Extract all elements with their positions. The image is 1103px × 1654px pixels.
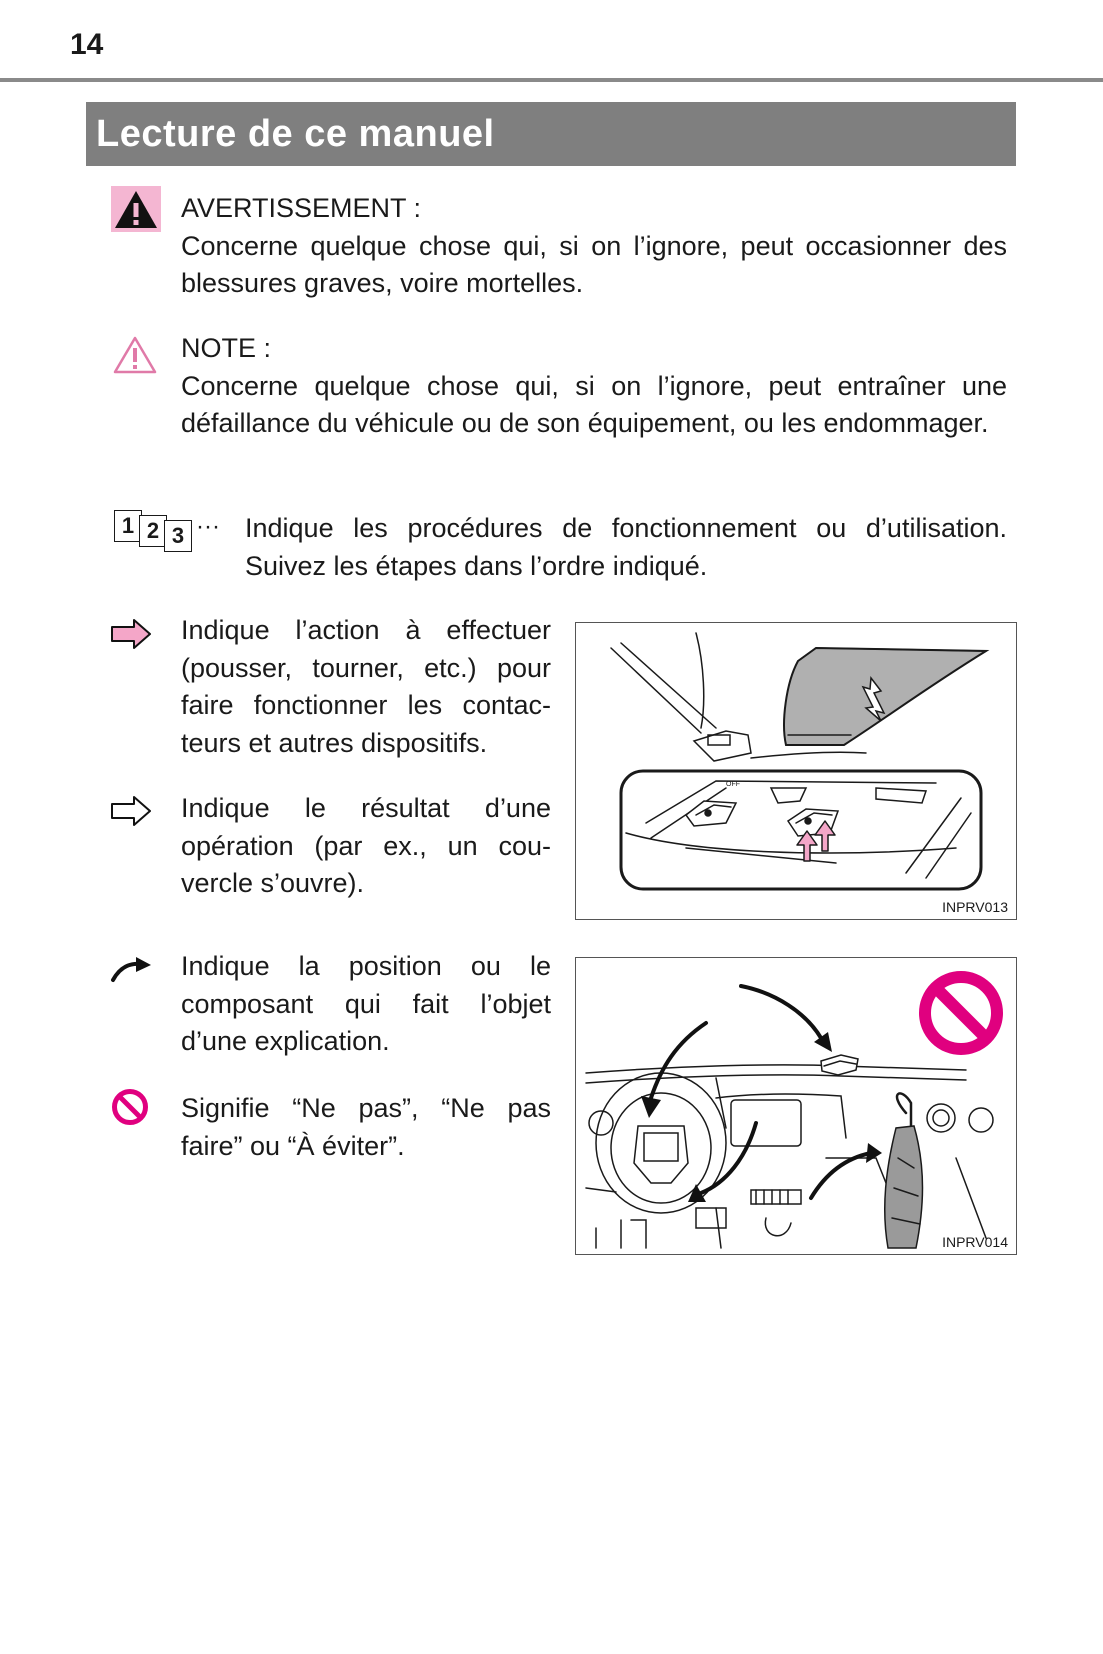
note-block <box>181 330 1007 443</box>
warning-block <box>181 190 1007 303</box>
note-text: Concerne quelque chose qui, si on l’ignore, peut entraîner une défaillance du véhicule ou de son équipement, ou les endommager. <box>181 370 1007 438</box>
note-heading: NOTE : <box>181 333 272 363</box>
curved-pointer-icon <box>110 955 152 988</box>
step-number-3: 3 <box>164 520 192 552</box>
step-number-1: 1 <box>114 510 142 542</box>
action-text: Indique l’action à effectuer (pousser, tourner, etc.) pour faire fonctionner les contacteurs et autres dispositifs. <box>181 615 551 758</box>
dashboard-prohibition-illustration <box>576 958 1016 1254</box>
warning-heading: AVERTISSEMENT : <box>181 193 422 223</box>
outline-arrow-icon <box>110 795 152 832</box>
figure-dashboard-prohibition <box>575 957 1017 1255</box>
prohibition-text: Signifie “Ne pas”, “Ne pas faire” ou “À éviter”. <box>181 1093 551 1161</box>
warning-triangle-icon <box>111 186 161 237</box>
figure-sunroof-switch <box>575 622 1017 920</box>
step-number-2: 2 <box>139 515 167 547</box>
section-title: Lecture de ce manuel <box>86 102 1016 166</box>
page-number: 14 <box>70 28 104 61</box>
step-dots: ··· <box>196 513 220 540</box>
sunroof-switch-illustration <box>576 623 1016 919</box>
warning-text: Concerne quelque chose qui, si on l’ignore, peut occasionner des blessures graves, voire mortelles. <box>181 230 1007 298</box>
header-rule <box>0 78 1103 82</box>
pink-arrow-icon <box>110 618 152 655</box>
figure-code-1: INPRV013 <box>942 899 1008 915</box>
caution-triangle-icon <box>112 335 158 380</box>
svg-text:OFF: OFF <box>726 781 740 788</box>
figure-code-2: INPRV014 <box>942 1234 1008 1250</box>
no-symbol-icon <box>111 1088 149 1131</box>
steps-text: Indique les procédures de fonctionnement ou d’utilisation. Suivez les étapes dans l’ordre indiqué. <box>245 513 1007 581</box>
position-text: Indique la position ou le composant qui fait l’objet d’une explication. <box>181 951 551 1056</box>
result-text: Indique le résultat d’une opération (par ex., un couvercle s’ouvre). <box>181 793 551 898</box>
